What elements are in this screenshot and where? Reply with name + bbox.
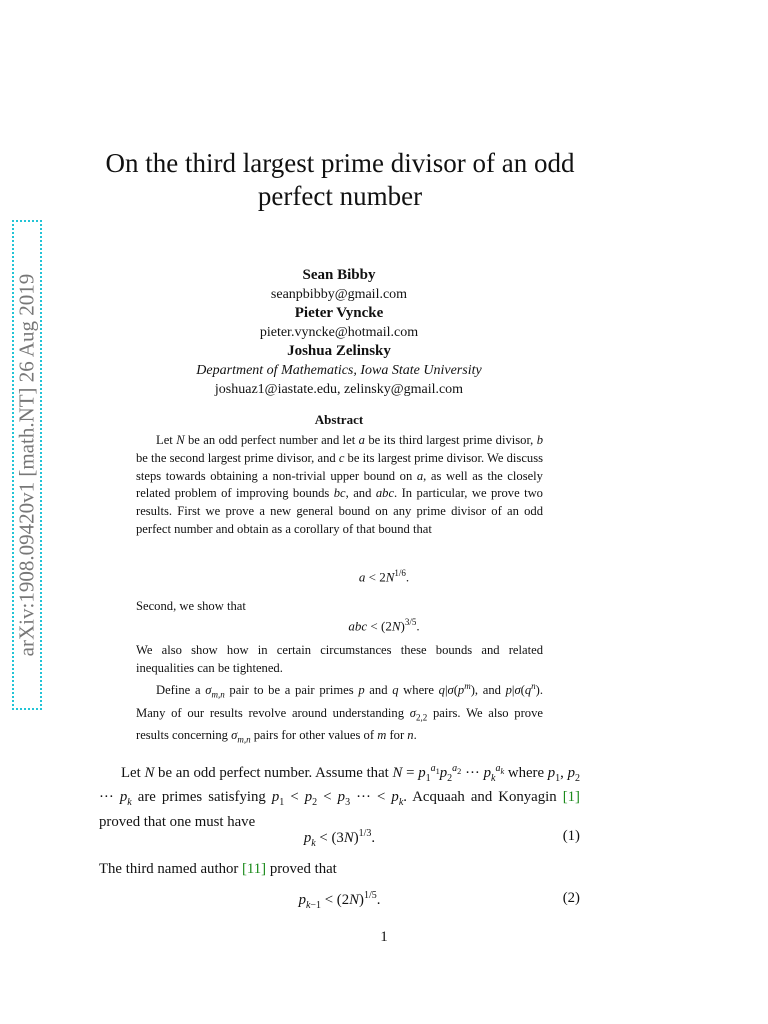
paper-title xyxy=(90,147,590,213)
abstract-paragraph-3: Define a $\sigma_{m,n}$ pair to be a pair primes p and q where $q|\sigma(p^m)$, and $p|\sigma(q^n)$. Many of our results revolve around understanding $\sigma_{2,2}$ pairs. We also prove results concerning $\sigma_{m,n}$ pairs for other values of m for n. xyxy=(136,681,544,745)
arxiv-identifier: arXiv:1908.09420v1 [math.NT] 26 Aug 2019 xyxy=(14,273,39,657)
body-paragraph-2 xyxy=(99,860,580,880)
page-number: 1 xyxy=(380,929,388,945)
equation-1 xyxy=(99,828,580,848)
equation-1-expression: $p_k < (3N)^{1/3}$. xyxy=(303,828,376,849)
author-affiliation: Department of Mathematics, Iowa State University xyxy=(196,363,482,378)
author-email: pieter.vyncke@hotmail.com xyxy=(259,325,419,340)
author-email: joshuaz1@iastate.edu, zelinsky@gmail.com xyxy=(214,382,464,397)
equation-2-number: (2) xyxy=(562,890,580,906)
author-email: seanpbibby@gmail.com xyxy=(270,287,408,302)
abstract-equation-abc-bound: abc < $(2N)^{3/5}$. xyxy=(348,617,420,634)
title-line-1: On the third largest prime divisor of an odd xyxy=(105,148,575,178)
citation-link-1[interactable]: [1] xyxy=(562,789,580,806)
equation-2 xyxy=(99,890,580,910)
title-line-2: perfect number xyxy=(257,181,423,211)
author-block xyxy=(140,266,538,399)
equation-1-number: (1) xyxy=(562,828,580,844)
abstract-paragraph-1: Let N be an odd perfect number and let a be its third largest prime divisor, b be the second largest prime divisor, and c be its largest prime divisor. We discuss steps towards obtaining a non-trivial upper bound on a, as well as the closely related problem of improving bounds bc, and abc. In particular, we prove two results. First we prove a new general bound on any prime divisor of an odd perfect number and obtain as a corollary of that bound that xyxy=(136,433,544,536)
author-name: Sean Bibby xyxy=(302,267,376,283)
third-author-intro: The third named author xyxy=(99,861,239,877)
body-paragraph-1: Let N be an odd perfect number. Assume that $N = p_1^{a_1}p_2^{a_2}$ ··· $p_k^{a_k}$ where $p_1$, $p_2$ ··· $p_k$ are primes satisfying $p_1 < p_2 < p_3$ ··· < $p_k$. Acquaah and Konyagin [1] proved that one must have xyxy=(99,763,581,830)
abstract-paragraph-2: We also show how in certain circumstances these bounds and related inequalities can be tightened. xyxy=(136,643,543,675)
citation-link-11[interactable]: [11] xyxy=(242,861,267,877)
abstract-second-intro: Second, we show that xyxy=(136,599,246,613)
third-author-tail: proved that xyxy=(269,861,337,877)
author-name: Joshua Zelinsky xyxy=(287,343,391,359)
abstract-heading: Abstract xyxy=(314,412,364,427)
arxiv-identifier-stamp xyxy=(12,220,42,710)
author-name: Pieter Vyncke xyxy=(294,305,384,321)
abstract-equation-a-bound: $a < 2N^{1/6}$. xyxy=(358,568,410,585)
equation-2-expression: $p_{k-1} < (2N)^{1/5}$. xyxy=(298,890,381,911)
